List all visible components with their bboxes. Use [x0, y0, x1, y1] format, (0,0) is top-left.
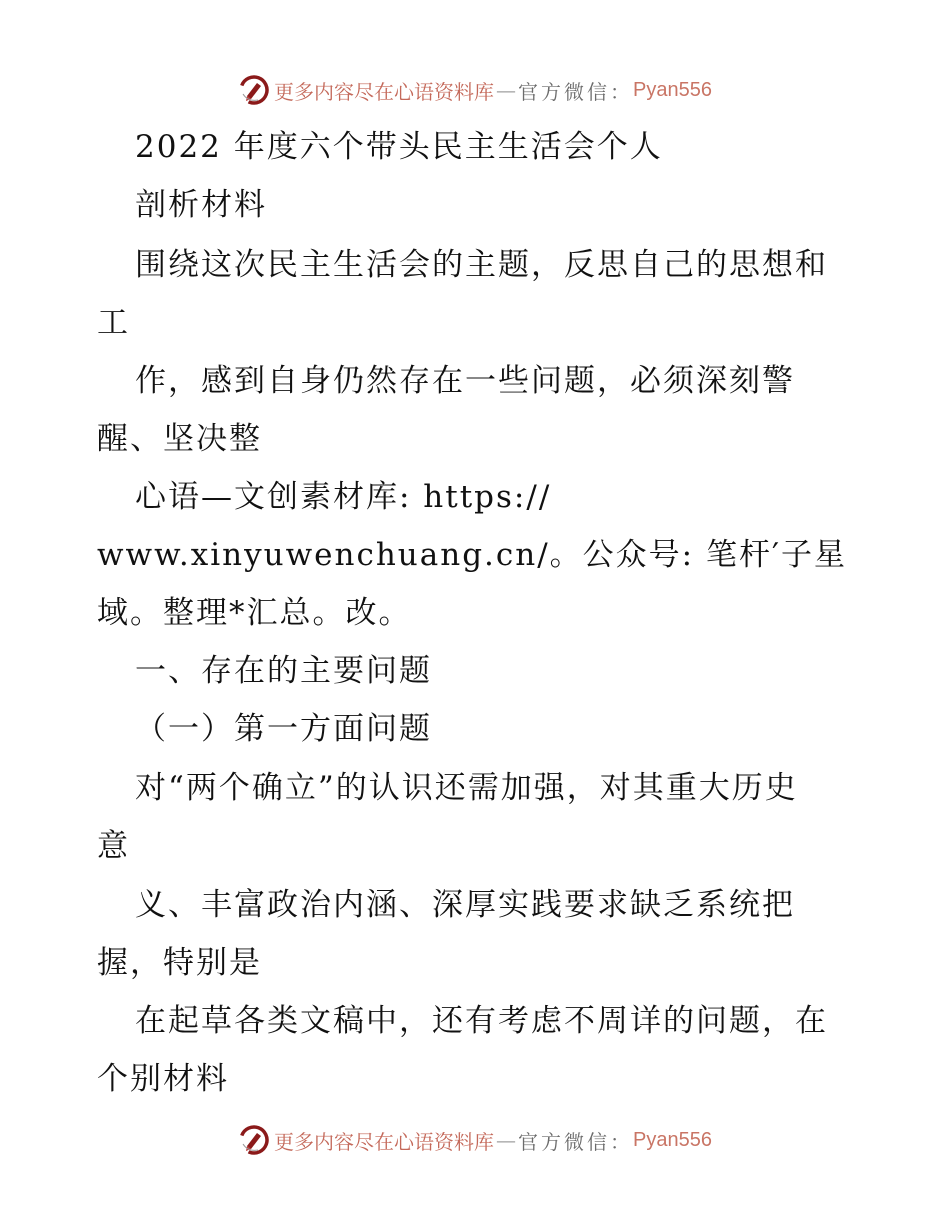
paragraph-line: 在起草各类文稿中，还有考虑不周详的问题，在 [135, 1003, 828, 1039]
paragraph-line: 作，感到自身仍然存在一些问题，必须深刻警 [135, 363, 795, 399]
paragraph-line: 醒、坚决整 [97, 421, 262, 457]
header-watermark-banner [0, 70, 950, 110]
paragraph-line: 义、丰富政治内涵、深厚实践要求缺乏系统把 [135, 887, 795, 923]
pen-nib-logo-icon [238, 74, 270, 106]
paragraph-line: 工 [97, 305, 130, 341]
separator-dash: — [496, 1128, 517, 1152]
paragraph-line: 对“两个确立”的认识还需加强，对其重大历史 [135, 770, 798, 806]
wechat-id: Pyan556 [633, 1128, 712, 1151]
promo-text: 更多内容尽在心语资料库 [274, 79, 495, 104]
pen-nib-logo-icon [238, 1124, 270, 1156]
subsection-heading: （一）第一方面问题 [135, 711, 432, 747]
wechat-label: 官方微信： [518, 79, 634, 104]
paragraph-line: 个别材料 [97, 1061, 229, 1097]
source-note-line: 域。整理*汇总。改。 [97, 595, 412, 631]
document-title-line-1: 2022 年度六个带头民主生活会个人 [135, 129, 663, 165]
promo-text: 更多内容尽在心语资料库 [274, 1129, 495, 1154]
document-title-line-2: 剖析材料 [135, 187, 267, 223]
source-url-line: www.xinyuwenchuang.cn/。公众号: 笔杆′子星 [97, 537, 848, 573]
footer-watermark-banner [0, 1120, 950, 1160]
separator-dash: — [496, 78, 517, 102]
wechat-id: Pyan556 [633, 78, 712, 101]
paragraph-line: 围绕这次民主生活会的主题，反思自己的思想和 [135, 247, 828, 283]
source-line: 心语—文创素材库: https:// [135, 479, 552, 515]
section-heading: 一、存在的主要问题 [135, 653, 432, 689]
paragraph-line: 握，特别是 [97, 945, 262, 981]
wechat-label: 官方微信： [518, 1129, 634, 1154]
paragraph-line: 意 [97, 828, 130, 864]
